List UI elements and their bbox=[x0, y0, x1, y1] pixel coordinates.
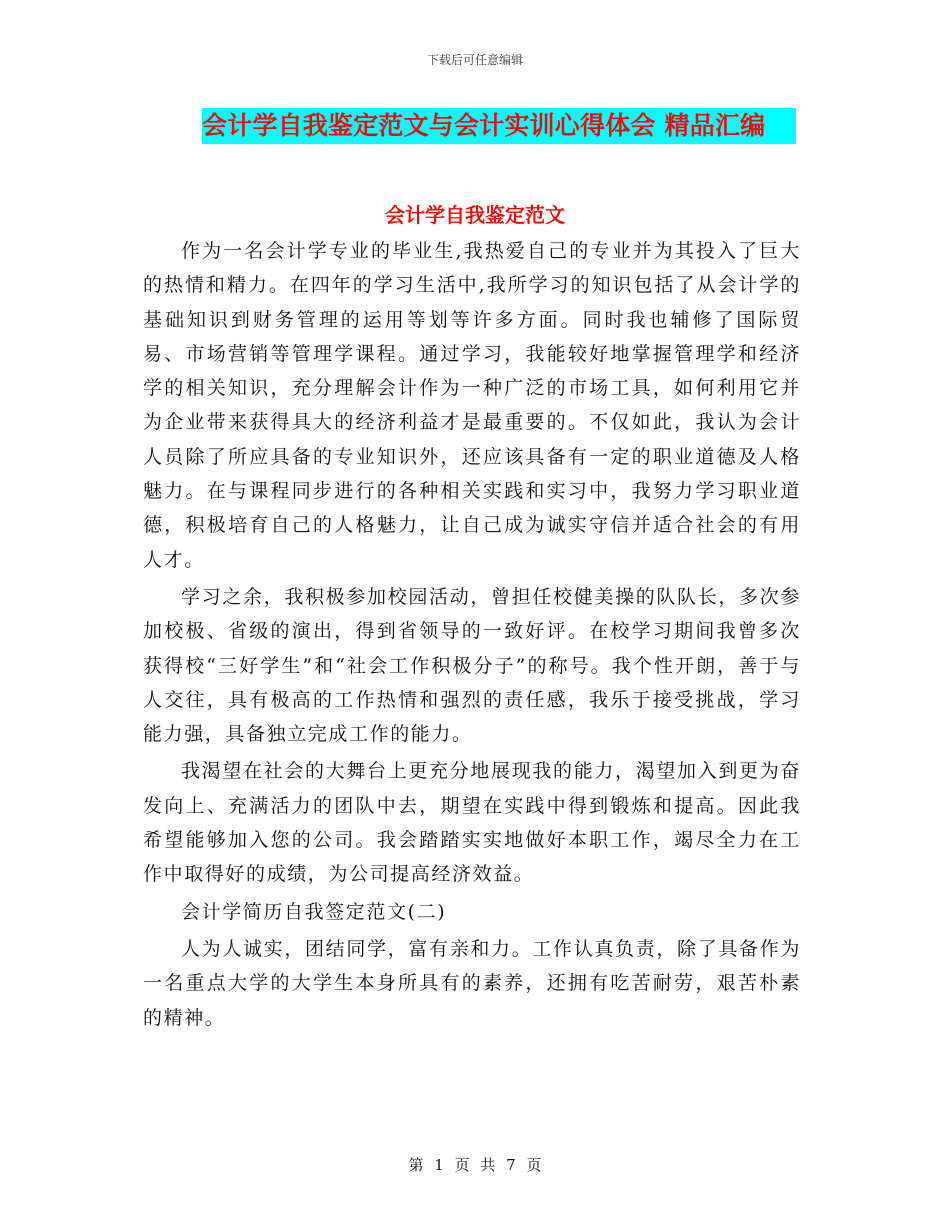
paragraph-4: 人为人诚实，团结同学，富有亲和力。工作认真负责，除了具备作为一名重点大学的大学生本身所具有的素养，还拥有吃苦耐劳，艰苦朴素的精神。 bbox=[143, 937, 801, 1029]
document-body bbox=[143, 218, 801, 1035]
paragraph-3: 我渴望在社会的大舞台上更充分地展现我的能力，渴望加入到更为奋发向上、充满活力的团队中去，期望在实践中得到锻炼和提高。因此我希望能够加入您的公司。我会踏踏实实地做好本职工作，竭尽全力在工作中取得好的成绩，为公司提高经济效益。 bbox=[143, 760, 801, 886]
section-title: 会计学自我鉴定范文 bbox=[385, 203, 565, 227]
page-number-footer: 第 1 页 共 7 页 bbox=[408, 1156, 542, 1174]
paragraph-subheading: 会计学简历自我签定范文(二) bbox=[181, 900, 447, 923]
document-title-highlight bbox=[202, 108, 796, 144]
paragraph-1: 作为一名会计学专业的毕业生,我热爱自己的专业并为其投入了巨大的热情和精力。在四年的学习生活中,我所学习的知识包括了从会计学的基础知识到财务管理的运用等划等许多方面。同时我也辅修了国际贸易、市场营销等管理学课程。通过学习，我能较好地掌握管理学和经济学的相关知识，充分理解会计作为一种广泛的市场工具，如何利用它并为企业带来获得具大的经济利益才是最重要的。不仅如此，我认为会计人员除了所应具备的专业知识外，还应该具备有一定的职业道德及人格魅力。在与课程同步进行的各种相关实践和实习中，我努力学习职业道德，积极培育自己的人格魅力，让自己成为诚实守信并适合社会的有用人才。 bbox=[143, 240, 801, 571]
paragraph-2: 学习之余，我积极参加校园活动，曾担任校健美操的队队长，多次参加校极、省级的演出，得到省领导的一致好评。在校学习期间我曾多次获得校“三好学生”和“社会工作积极分子”的称号。我个性开朗，善于与人交往，具有极高的工作热情和强烈的责任感，我乐于接受挑战，学习能力强，具备独立完成工作的能力。 bbox=[143, 585, 801, 746]
document-title: 会计学自我鉴定范文与会计实训心得体会 精品汇编 bbox=[202, 111, 766, 140]
page-header-note: 下载后可任意编辑 bbox=[426, 53, 523, 67]
